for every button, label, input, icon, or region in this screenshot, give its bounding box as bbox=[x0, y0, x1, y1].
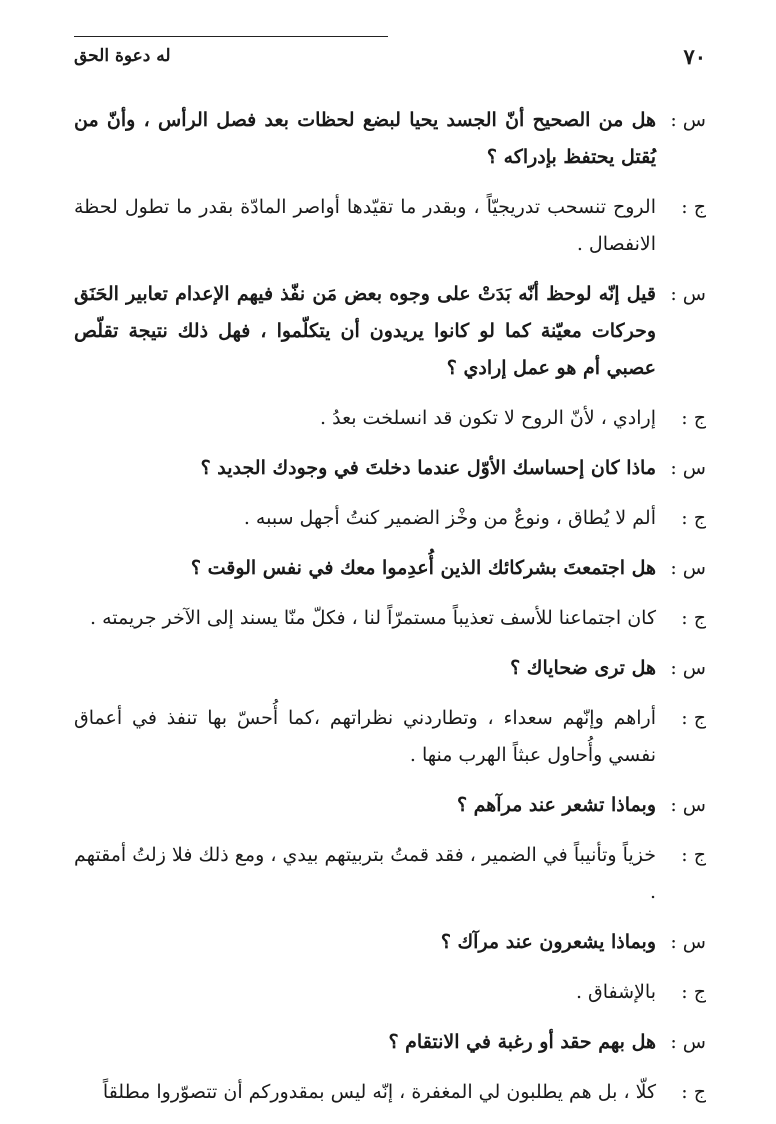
answer-text: أراهم وإنّهم سعداء ، وتطاردني نظراتهم ،كما أُحسّ بها تنفذ في أعماق نفسي وأُحاول عبثاً الهرب منها . bbox=[74, 707, 656, 766]
question-text: قيل إنّه لوحظ أنّه بَدَتْ على وجوه بعض مَن نفّذ فيهم الإعدام تعابير الحَنَق وحركات معيّنة كما لو كانوا يريدون أن يتكلّموا ، فهل ذلك نتيجة تقلّص عصبي أم هو عمل إرادي ؟ bbox=[74, 283, 656, 379]
question-marker: س : bbox=[670, 1031, 706, 1053]
answer-item bbox=[74, 600, 706, 637]
answer-item bbox=[74, 189, 706, 263]
question-text: وبماذا يشعرون عند مرآك ؟ bbox=[440, 931, 656, 953]
answer-text: خزياً وتأنيباً في الضمير ، فقد قمتُ بتربيتهم بيدي ، ومع ذلك فلا زلتُ أمقتهم . bbox=[74, 844, 656, 903]
answer-marker: ج : bbox=[681, 196, 706, 218]
question-text: هل ترى ضحاياك ؟ bbox=[510, 657, 656, 679]
answer-text: ألم لا يُطاق ، ونوعٌ من وخْز الضمير كنتُ أجهل سببه . bbox=[243, 507, 656, 529]
question-item bbox=[74, 450, 706, 487]
question-marker: س : bbox=[670, 794, 706, 816]
answer-item bbox=[74, 700, 706, 774]
answer-item bbox=[74, 837, 706, 911]
question-item bbox=[74, 650, 706, 687]
question-item bbox=[74, 1024, 706, 1061]
answer-item bbox=[74, 400, 706, 437]
answer-marker: ج : bbox=[681, 1081, 706, 1103]
answer-item bbox=[74, 1074, 706, 1111]
answer-marker: ج : bbox=[681, 981, 706, 1003]
question-marker: س : bbox=[670, 931, 706, 953]
question-text: هل اجتمعتَ بشركائك الذين أُعدِموا معك في نفس الوقت ؟ bbox=[190, 557, 656, 579]
answer-text: كلّا ، بل هم يطلبون لي المغفرة ، إنّه ليس بمقدوركم أن تتصوّروا مطلقاً bbox=[102, 1081, 656, 1103]
question-text: وبماذا تشعر عند مرآهم ؟ bbox=[456, 794, 656, 816]
question-item bbox=[74, 276, 706, 387]
answer-marker: ج : bbox=[681, 407, 706, 429]
running-title: له دعوة الحق bbox=[74, 46, 171, 66]
page-header bbox=[74, 30, 706, 76]
answer-text: الروح تنسحب تدريجيّاً ، وبقدر ما تقيّدها أواصر المادّة بقدر ما تطول لحظة الانفصال . bbox=[74, 196, 656, 255]
book-page bbox=[74, 30, 706, 1110]
answer-text: إرادي ، لأنّ الروح لا تكون قد انسلخت بعدُ . bbox=[320, 407, 656, 429]
question-marker: س : bbox=[670, 657, 706, 679]
answer-text: بالإشفاق . bbox=[575, 981, 656, 1003]
answer-marker: ج : bbox=[681, 707, 706, 729]
question-marker: س : bbox=[670, 283, 706, 305]
question-text: هل بهم حقد أو رغبة في الانتقام ؟ bbox=[388, 1031, 656, 1053]
question-marker: س : bbox=[670, 557, 706, 579]
question-item bbox=[74, 924, 706, 961]
question-item bbox=[74, 550, 706, 587]
answer-item bbox=[74, 500, 706, 537]
question-item bbox=[74, 787, 706, 824]
question-text: ماذا كان إحساسك الأوّل عندما دخلتَ في وجودك الجديد ؟ bbox=[200, 457, 656, 479]
page-number: ٧٠ bbox=[683, 44, 706, 69]
answer-marker: ج : bbox=[681, 507, 706, 529]
answer-item bbox=[74, 974, 706, 1011]
header-rule bbox=[74, 36, 388, 37]
qa-list bbox=[74, 102, 706, 1124]
answer-text: كان اجتماعنا للأسف تعذيباً مستمرّاً لنا ، فكلّ منّا يسند إلى الآخر جريمته . bbox=[89, 607, 656, 629]
question-item bbox=[74, 102, 706, 176]
answer-marker: ج : bbox=[681, 607, 706, 629]
question-text: هل من الصحيح أنّ الجسد يحيا لبضع لحظات بعد فصل الرأس ، وأنّ من يُقتل يحتفظ بإدراكه ؟ bbox=[74, 109, 656, 168]
answer-marker: ج : bbox=[681, 844, 706, 866]
question-marker: س : bbox=[670, 457, 706, 479]
question-marker: س : bbox=[670, 109, 706, 131]
